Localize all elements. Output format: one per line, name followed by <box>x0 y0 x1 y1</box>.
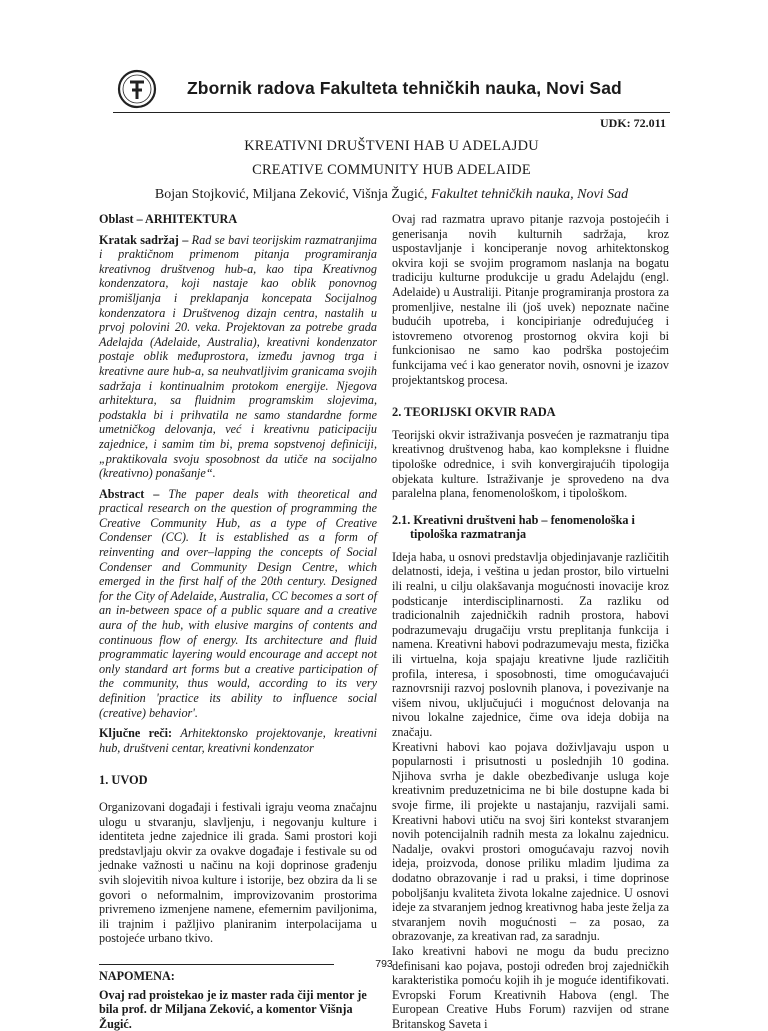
summary-label: Kratak sadržaj – <box>99 233 188 247</box>
faculty-logo <box>117 66 157 112</box>
keywords-label: Ključne reči: <box>99 726 172 740</box>
hub-paragraph-1: Ideja haba, u osnovi predstavlja objedinjavanje različitih delatnosti, ideja, i veština u jedan prostor, bilo virtuelni ili realni, u cilju olakšavanja mogućnosti inovacije kroz podsticanje interdisciplinarnosti. Za razliku od tradicionalnih zajedničkih radnih prostora, habovi podrazumevaju drugačiju vrstu preplitanja funkcija i namena. Kreativni habovi podrazumevaju mesta, fizička ili virtuelna, koja spajaju kreativne ljude različitih profila, interesa, i sposobnosti, time omogućavajući raznovrsniji razvoj poslovnih planova, i povezivanje na višem nivou, uključujući i mogućnost delovanja na nivou lokalne zajednice, čime ova ideja dobija na značaju. <box>392 550 669 740</box>
summary-text: Rad se bavi teorijskim razmatranjima i praktičnom primenom pitanja programiranja kreativnog društvenog hub-a, kao tipa Kreativnog kondenzatora, koji nastaje kao oblik ponovnog promišljanja i preklapanja koncepata Socijalnog kondenzatora i Društvenog dizajn centra, nastalih u prvoj polovini 20. veka. Projektovan za potrebe grada Adelajda (Adelaide, Australia), kreativni kondenzator postaje oblik međuprostora, između javnog trga i kreativne aure hub-a, sa neuhvatljivim granicama svojih sadržaja i kontinualnim protokom energije. Njegova arhitektura, sa fluidnim programskim slojevima, podstakla bi i prihvatila ne samo standardne forme umetničkog delovanja, već i kreativnu paticipaciju zajednice, i samim tim bi, prema sopstvenoj definiciji, „praktikovala svoju sposobnost da utiče na socijalno (kreativno) ponašanje“. <box>99 233 377 481</box>
note-text: Ovaj rad proistekao je iz master rada čiji mentor je bila prof. dr Miljana Zeković, a komentor Višnja Žugić. <box>99 988 377 1031</box>
title-english: CREATIVE COMMUNITY HUB ADELAIDE <box>113 162 670 179</box>
hub-paragraph-3: Iako kreativni habovi ne mogu da budu precizno definisani kao pojava, postoji određen broj zajedničkih karakteristika pomoću kojih ih je moguće identifikovati. Evropski Forum Kreativnih Habova (engl. The European Creative Hubs Forum) razvijen od strane Britanskog Saveta i <box>392 944 669 1031</box>
abstract-text: The paper deals with theoretical and practical research on the question of programming the Creative Community Hub, as a type of Creative Condenser (CC). It is established as a form of reinventing and over–lapping the concepts of Social Condenser and Community Design Centre, which emerged in the first half of the 20th century. Designed for the City of Adelaide, Australia, CC becomes a sort of an in-between space of a public square and a creative aura of the hub, with elusive margins of contents and continuous flow of energy. Its architecture and fluid programmatic layering would encourage and accept not only standard art forms but a creative participation of the community, thus would, according to its very definition 'practice its ability to influence social (creative) behavior'. <box>99 487 377 720</box>
note-title: NAPOMENA: <box>99 969 377 984</box>
abstract-paragraph <box>99 487 377 721</box>
section-heading-intro: 1. UVOD <box>99 773 377 788</box>
subsection-heading-line1: 2.1. Kreativni društveni hab – fenomenološka i <box>392 513 635 527</box>
summary-paragraph <box>99 233 377 481</box>
abstract-label: Abstract – <box>99 487 159 501</box>
right-column <box>392 212 669 1031</box>
authors: Bojan Stojković, Miljana Zeković, Višnja Žugić, <box>155 187 428 202</box>
subsection-heading <box>392 513 669 542</box>
keywords-paragraph <box>99 726 377 755</box>
field-label: Oblast – ARHITEKTURA <box>99 212 377 227</box>
intro-continuation: Ovaj rad razmatra upravo pitanje razvoja postojećih i generisanja novih kulturnih sadržaja, kroz uspostavljanje i konciperanje novog arhitektonskog okvira koji se svojim programom naslanja na bogatu tradiciju kulturne produkcije u gradu Adelajdu (engl. Adelaide) u Australiji. Pitanje programiranja prostora za promenljive, nestalne ili (još uvek) nepoznate načine budućih upotreba, i koncipirianje određujućeg i istovremeno otvorenog prostornog okvira koji bi funkcionisao ne samo kao podrška postojećim funkcijama već i kao generator novih, osnovni je izazov projektantskog procesa. <box>392 212 669 387</box>
page-number: 793 <box>0 958 768 970</box>
udk-code: UDK: 72.011 <box>600 116 666 131</box>
affiliation: Fakultet tehničkih nauka, Novi Sad <box>431 187 628 202</box>
intro-text: Organizovani događaji i festivali igraju veoma značajnu ulogu u stvaranju, slavljenju, i negovanju kulture i identiteta jedne zajednice ili grada. Sami prostori koji predstavljaju okvir za ovakve događaje i festivale su od jednake važnosti u načinu na koji doprinose građenju svih slojevitih nivoa kulture i istorije, bez obzira da li se govori o neformalnim, improvizovanim prostorima privremeno izmenjene namene, efemernim paviljonima, ili trajnim i pažljivo planiranim interpolacijama u postojeće urbano tkivo. <box>99 800 377 946</box>
authors-line <box>113 187 670 203</box>
journal-title: Zbornik radova Fakulteta tehničkih nauka, Novi Sad <box>187 78 707 99</box>
theory-text: Teorijski okvir istraživanja posvećen je razmatranju tipa kreativnog društvenog haba, kao kompleksne i fluidne tipološke odrednice, i svih konvergirajućih tipologija objekata kulture. Istraživanje je sprovedeno na dva paralelna plana, fenomenološkom, i tipološkom. <box>392 428 669 501</box>
hub-paragraph-2: Kreativni habovi kao pojava doživljavaju uspon u popularnosti i prisutnosti u poslednjih 10 godina. Njihova svrha je dakle obezbeđivanje usluga koje kreativnim preduzetnicima ne bi bile dostupne kada bi svoje firme, ili projekte u nastajanju, razvijali sami. Kreativni habovi utiču na svoj širi kontekst stvaranjem novih potencijalnih radnih mesta za lokalnu zajednicu. Nadalje, ovakvi prostori omogućavaju razvoj novih ideja, proizvoda, donose priliku mladim ljudima za dodatno obrazovanje i rad u praksi, i time doprinose poboljšanju kvaliteta života lokalne zajednice. U osnovi ideje za stvaranjem jednog kreativnog haba jeste želja za stvaranjem novih mogućnosti – za posao, za obrazovanje, za kreativan rad, za saradnju. <box>392 740 669 944</box>
left-column <box>99 212 377 1031</box>
title-serbian: KREATIVNI DRUŠTVENI HAB U ADELAJDU <box>113 138 670 155</box>
keywords-text: Arhitektonsko projektovanje, kreativni hub, društveni centar, kreativni kondenzator <box>99 726 377 755</box>
subsection-heading-line2: tipološka razmatranja <box>392 527 669 542</box>
section-heading-theory: 2. TEORIJSKI OKVIR RADA <box>392 405 669 420</box>
header-rule <box>113 112 670 113</box>
